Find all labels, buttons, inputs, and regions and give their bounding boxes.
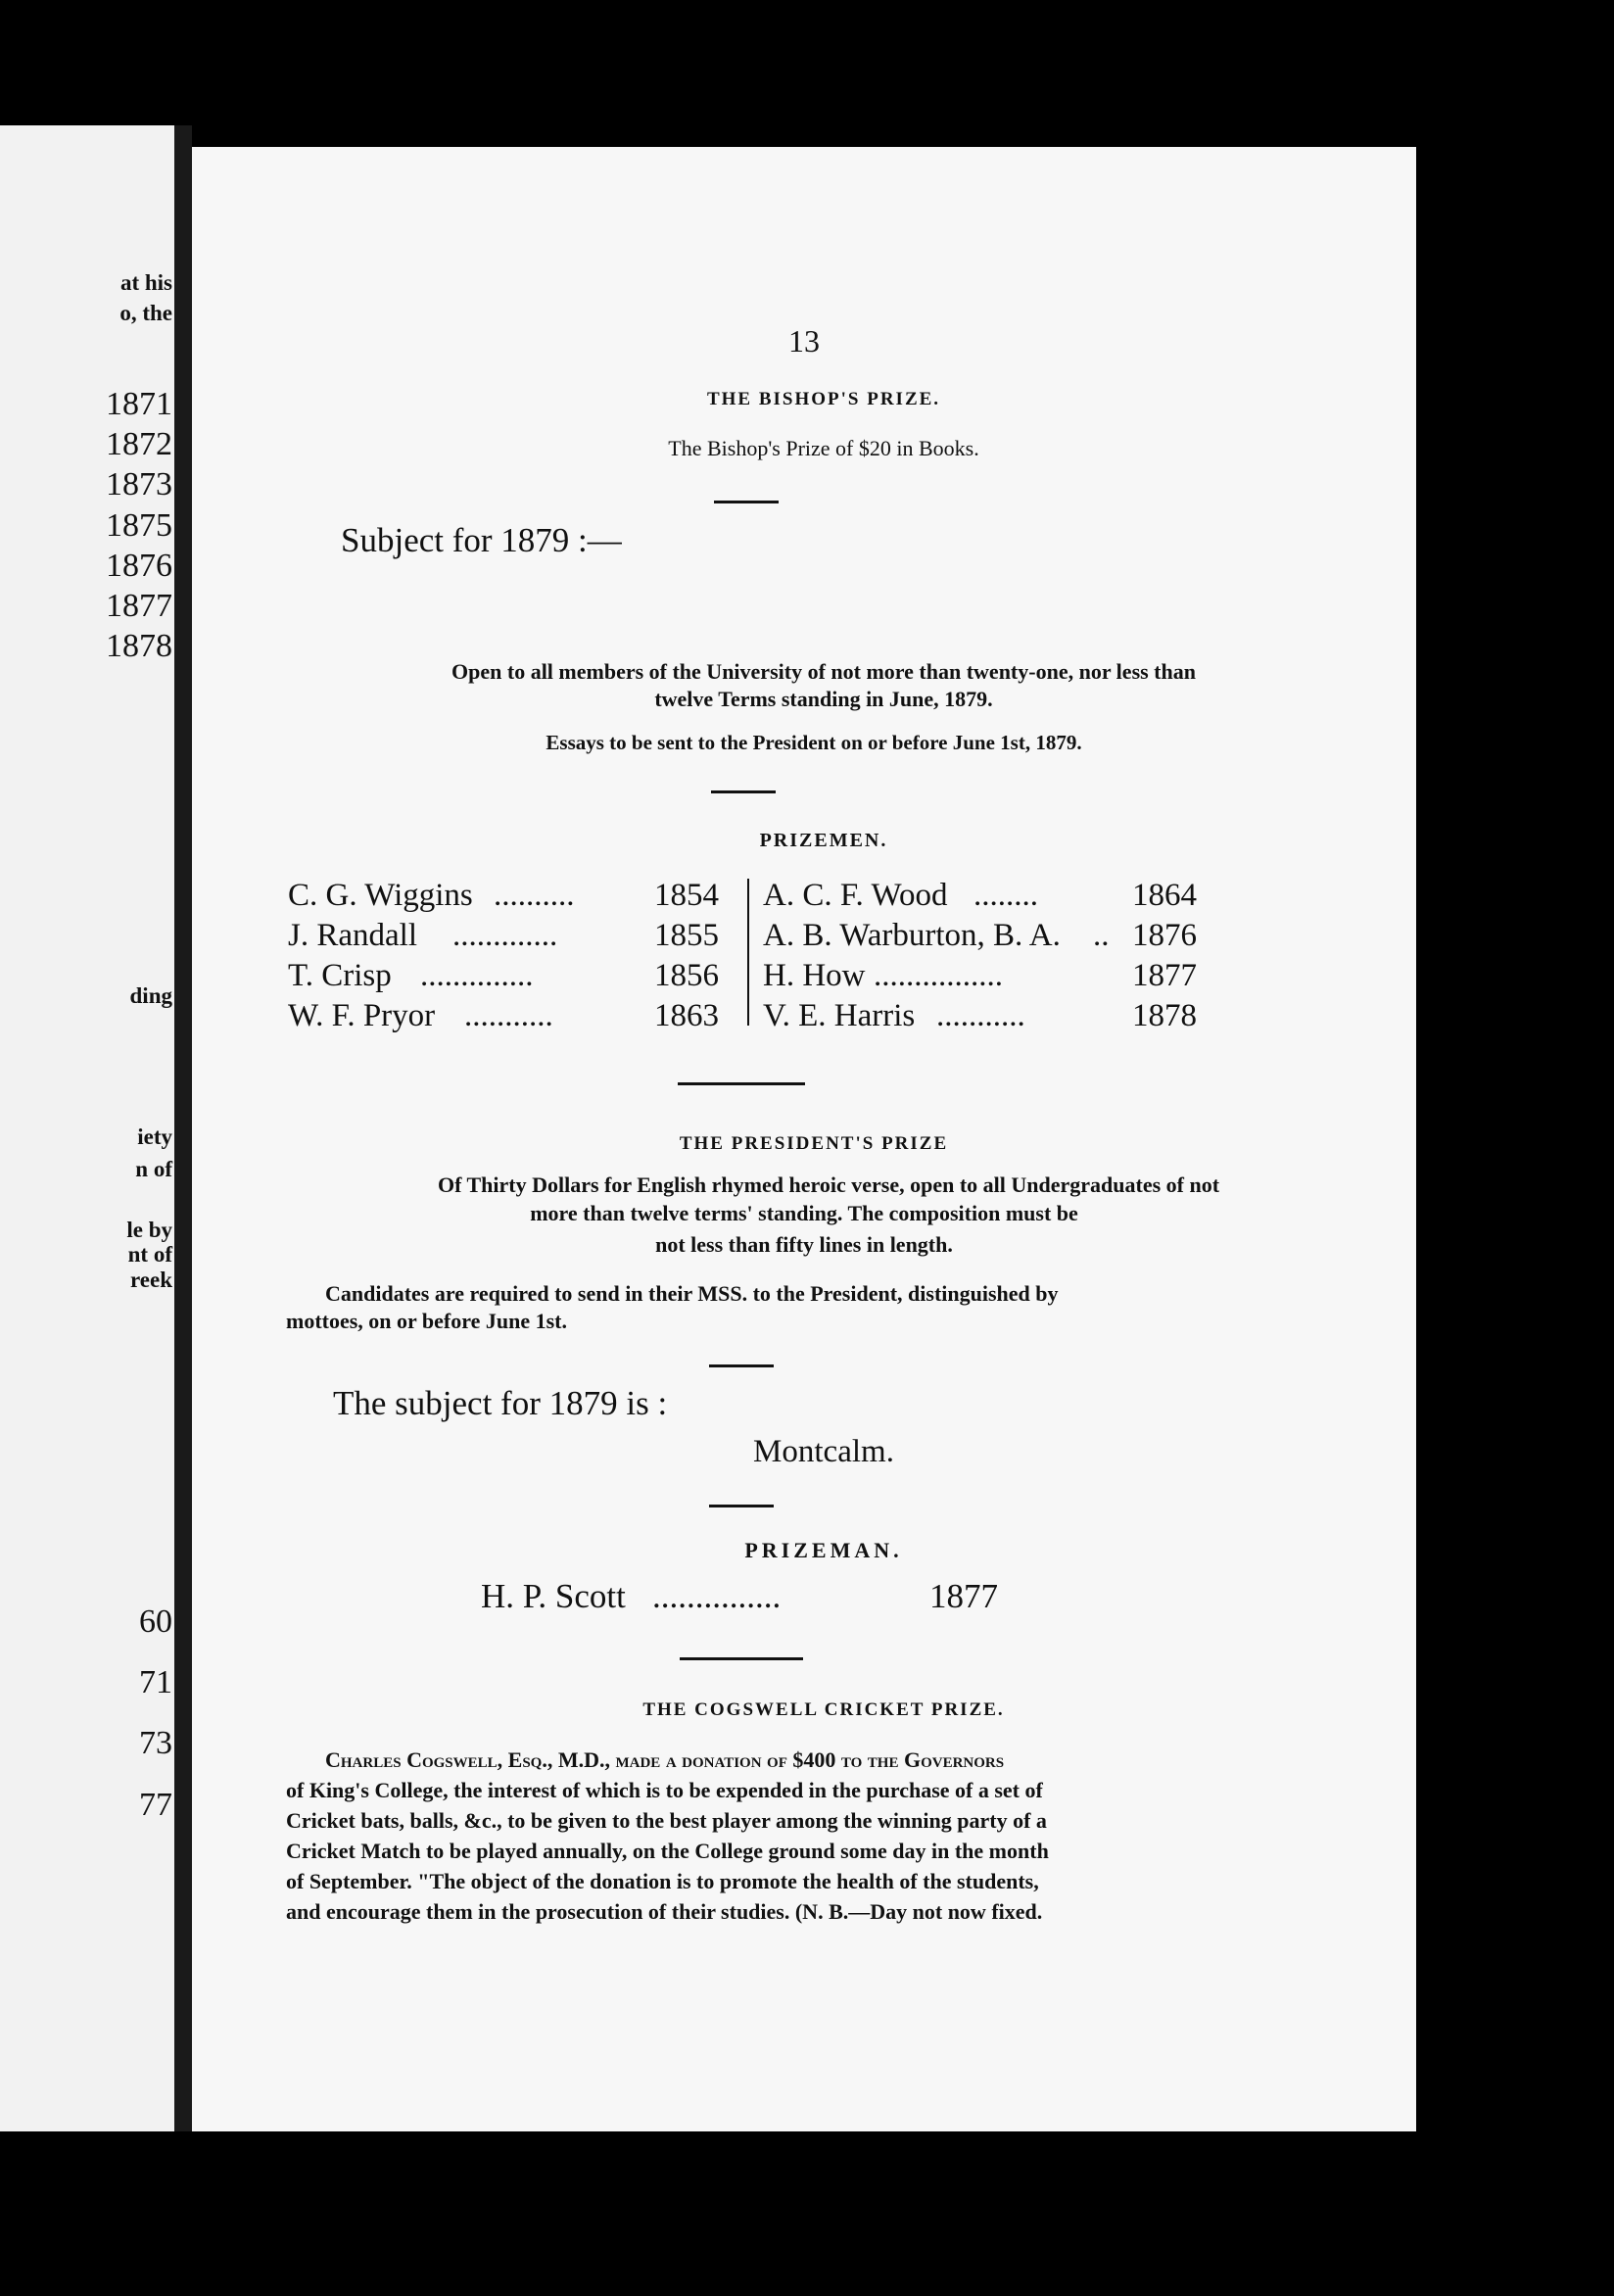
prizemen-heading: PRIZEMEN. [759, 830, 888, 851]
cogswell-line: and encourage them in the prosecution of their studies. (N. B.—Day not now fixed. [286, 1899, 1043, 1924]
cogswell-line: of King's College, the interest of which is to be expended in the purchase of a set of [286, 1778, 1043, 1802]
leader-dots: ............. [452, 918, 558, 953]
prizeman-year: 1855 [654, 918, 719, 953]
prizeman-name: A. B. Warburton, B. A. [763, 918, 1061, 953]
bishops-prize-eligibility: Open to all members of the University of not more than twenty-one, nor less than [451, 659, 1196, 684]
facing-number: 73 [139, 1725, 172, 1761]
page-number: 13 [788, 323, 820, 359]
facing-text: reek [129, 1268, 172, 1292]
prizeman-name: T. Crisp [288, 958, 392, 993]
prizeman-name: C. G. Wiggins [288, 878, 473, 913]
facing-text: nt of [127, 1242, 172, 1267]
leader-dots: .......... [494, 878, 575, 913]
prizeman-heading: PRIZEMAN. [744, 1538, 903, 1562]
section-rule [714, 501, 779, 503]
leader-dots: ........ [973, 878, 1038, 913]
prizeman-year: 1876 [1132, 918, 1197, 953]
section-rule [678, 1082, 805, 1085]
presidents-prize-text: more than twelve terms' standing. The composition must be [530, 1201, 1078, 1225]
bishops-prize-subject: Subject for 1879 :— [341, 521, 622, 559]
prizeman-name: V. E. Harris [763, 998, 916, 1033]
main-page [192, 147, 1416, 2131]
presidents-prize-text: not less than fifty lines in length. [655, 1232, 953, 1257]
prizeman-year: 1877 [929, 1577, 998, 1615]
presidents-prize-subject: The subject for 1879 is : [333, 1384, 668, 1422]
section-rule [709, 1505, 774, 1507]
prizeman-year: 1854 [654, 878, 719, 913]
presidents-prize-title: THE PRESIDENT'S PRIZE [679, 1133, 949, 1154]
facing-text: ding [129, 983, 172, 1008]
prizeman-row [481, 1577, 1166, 1616]
facing-text: iety [137, 1124, 172, 1149]
prizeman-year: 1878 [1132, 998, 1197, 1033]
leader-dots: ................ [874, 958, 1003, 993]
facing-year: 1878 [106, 628, 172, 664]
leader-dots: ........... [936, 998, 1025, 1033]
prizeman-year: 1864 [1132, 878, 1197, 913]
presidents-prize-subject-value: Montcalm. [753, 1434, 894, 1469]
facing-page [0, 125, 178, 2131]
prizeman-name: J. Randall [288, 918, 417, 953]
cogswell-line: Cricket Match to be played annually, on the College ground some day in the month [286, 1839, 1049, 1863]
cogswell-line: Charles Cogswell, Esq., M.D., made a donation of $400 to the Governors [325, 1747, 1005, 1772]
book-spine [174, 125, 192, 2131]
facing-text: at his [119, 270, 172, 295]
facing-number: 77 [139, 1787, 172, 1823]
prizemen-row [288, 958, 1404, 997]
prizeman-name: W. F. Pryor [288, 998, 436, 1033]
prizemen-row [288, 998, 1404, 1037]
facing-year: 1873 [106, 466, 172, 502]
facing-year: 1877 [106, 588, 172, 624]
facing-year: 1876 [106, 548, 172, 584]
bishops-prize-deadline: Essays to be sent to the President on or before June 1st, 1879. [546, 731, 1082, 754]
leader-dots: .. [1093, 918, 1110, 953]
prizemen-row [288, 918, 1404, 957]
cogswell-prize-text [286, 1745, 1402, 1927]
facing-year: 1871 [106, 386, 172, 422]
candidates-line: Candidates are required to send in their MSS. to the President, distinguished by [325, 1281, 1059, 1306]
cogswell-line: Cricket bats, balls, &c., to be given to the best player among the winning party of a [286, 1808, 1047, 1833]
presidents-prize-text: Of Thirty Dollars for English rhymed heroic verse, open to all Undergraduates of not [437, 1172, 1220, 1197]
facing-number: 60 [139, 1603, 172, 1640]
bishops-prize-title: THE BISHOP'S PRIZE. [706, 389, 941, 409]
section-rule [711, 790, 776, 793]
prizemen-row [288, 878, 1404, 917]
prizeman-name: A. C. F. Wood [763, 878, 948, 913]
prizeman-year: 1863 [654, 998, 719, 1033]
facing-number: 71 [139, 1664, 172, 1700]
prizeman-name: H. P. Scott [481, 1577, 626, 1615]
bishops-prize-eligibility: twelve Terms standing in June, 1879. [654, 687, 993, 711]
leader-dots: ........... [464, 998, 553, 1033]
prizeman-year: 1877 [1132, 958, 1197, 993]
prizeman-name: H. How [763, 958, 866, 993]
facing-year: 1875 [106, 507, 172, 544]
presidents-prize-candidates [286, 1278, 1402, 1309]
leader-dots: ............... [652, 1577, 782, 1615]
cogswell-prize-title: THE COGSWELL CRICKET PRIZE. [642, 1699, 1005, 1720]
facing-text: le by [126, 1218, 172, 1242]
cogswell-line: of September. "The object of the donation is to promote the health of the students, [286, 1869, 1039, 1893]
prizeman-year: 1856 [654, 958, 719, 993]
section-rule [680, 1657, 803, 1660]
facing-year: 1872 [106, 426, 172, 462]
facing-text: o, the [119, 301, 172, 325]
facing-text: n of [135, 1157, 172, 1181]
leader-dots: .............. [420, 958, 534, 993]
candidates-line: mottoes, on or before June 1st. [286, 1309, 567, 1333]
section-rule [709, 1364, 774, 1367]
bishops-prize-subtitle: The Bishop's Prize of $20 in Books. [668, 436, 979, 460]
